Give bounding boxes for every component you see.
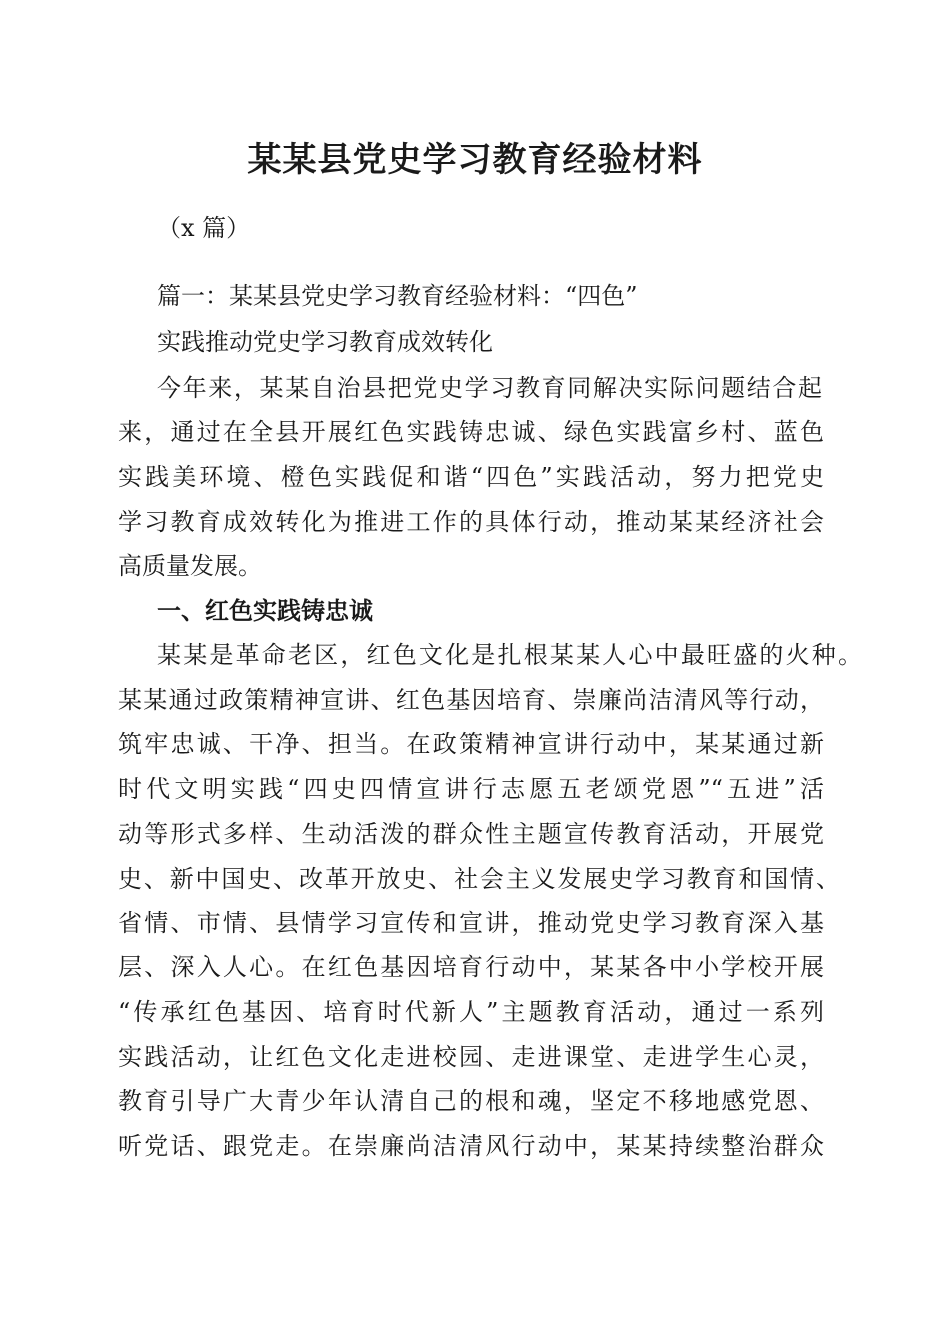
section-line: 史、新中国史、改革开放史、社会主义发展史学习教育和国情、 [118,865,840,893]
section-line: 某某通过政策精神宣讲、红色基因培育、崇廉尚洁清风等行动， [118,686,824,714]
section-line: 某某是革命老区，红色文化是扎根某某人心中最旺盛的火种。 [157,641,862,669]
document-title: 某某县党史学习教育经验材料 [247,140,703,180]
section-line: 时代文明实践“四史四情宣讲行志愿五老颂党恩”“五进”活 [118,775,824,803]
intro-line: 来，通过在全县开展红色实践铸忠诚、绿色实践富乡村、蓝色 [118,418,824,446]
section-line: 层、深入人心。在红色基因培育行动中，某某各中小学校开展 [118,953,824,981]
article-count: （x 篇） [157,214,251,242]
section-line: “传承红色基因、培育时代新人”主题教育活动，通过一系列 [118,998,824,1026]
section-heading: 一、红色实践铸忠诚 [157,597,373,625]
intro-line: 学习教育成效转化为推进工作的具体行动，推动某某经济社会 [118,508,824,536]
section-line: 教育引导广大青少年认清自己的根和魂，坚定不移地感党恩、 [118,1087,824,1115]
section-line: 听党话、跟党走。在崇廉尚洁清风行动中，某某持续整治群众 [118,1132,824,1160]
intro-line: 今年来，某某自治县把党史学习教育同解决实际问题结合起 [157,374,822,402]
section-line: 实践活动，让红色文化走进校园、走进课堂、走进学生心灵， [118,1043,824,1071]
part-heading-line-2: 实践推动党史学习教育成效转化 [157,328,493,356]
intro-line: 实践美环境、橙色实践促和谐“四色”实践活动，努力把党史 [118,463,824,491]
section-line: 省情、市情、县情学习宣传和宣讲，推动党史学习教育深入基 [118,909,824,937]
intro-line: 高质量发展。 [118,552,262,580]
section-line: 动等形式多样、生动活泼的群众性主题宣传教育活动，开展党 [118,820,824,848]
part-heading-line-1: 篇一：某某县党史学习教育经验材料：“四色” [157,282,638,310]
section-line: 筑牢忠诚、干净、担当。在政策精神宣讲行动中，某某通过新 [118,730,824,758]
